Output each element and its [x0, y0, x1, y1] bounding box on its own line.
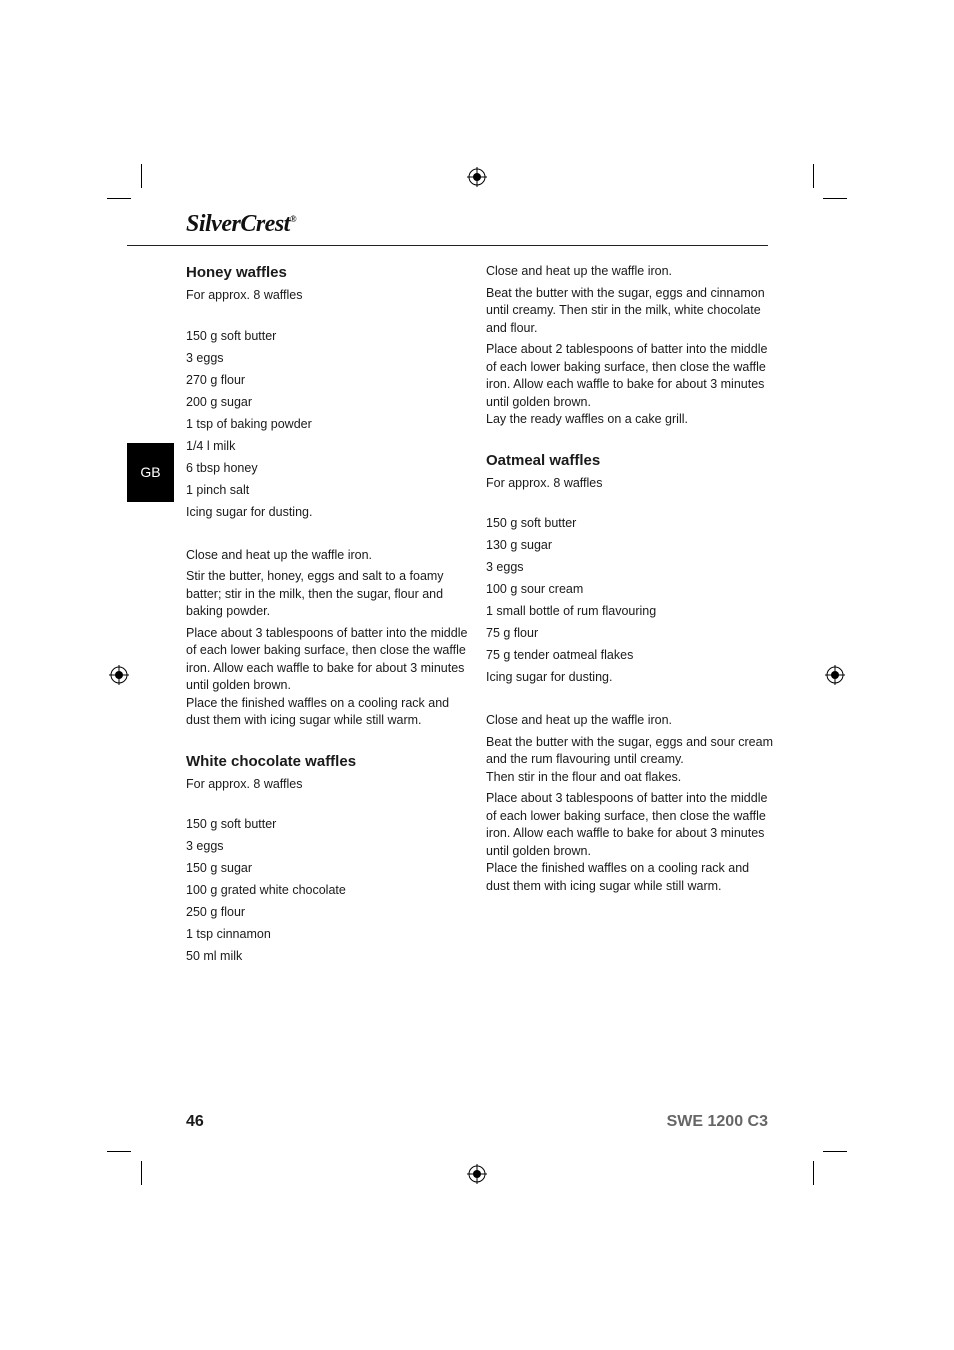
- ingredient-item: 50 ml milk: [186, 949, 243, 963]
- recipe-yield: For approx. 8 waffles: [486, 475, 603, 490]
- recipe-white-chocolate-waffles: [186, 752, 476, 968]
- ingredient-item: 200 g sugar: [186, 394, 253, 409]
- recipe-title: Oatmeal waffles: [486, 451, 601, 469]
- header-rule: [127, 245, 768, 246]
- ingredient-item: 150 g soft butter: [486, 516, 577, 530]
- crop-mark: [813, 1161, 814, 1185]
- page-number: 46: [186, 1113, 204, 1130]
- ingredient-item: 150 g soft butter: [186, 817, 277, 831]
- recipe-step: Then stir in the flour and oat flakes.: [486, 769, 682, 784]
- recipe-white-chocolate-steps: [486, 263, 776, 429]
- ingredient-item: 6 tbsp honey: [186, 460, 258, 475]
- crop-mark: [813, 164, 814, 188]
- recipe-title: White chocolate waffles: [186, 752, 357, 770]
- ingredient-item: 1 tsp of baking powder: [186, 416, 312, 431]
- ingredient-item: 3 eggs: [186, 350, 224, 365]
- ingredient-item: 250 g flour: [186, 905, 246, 919]
- recipe-yield: For approx. 8 waffles: [186, 288, 303, 302]
- ingredient-item: 100 g sour cream: [486, 582, 584, 596]
- right-column: [486, 263, 776, 895]
- recipe-step: Place the finished waffles on a cooling rack and dust them with icing sugar while still warm.: [186, 695, 450, 727]
- ingredient-item: 1 pinch salt: [186, 482, 250, 497]
- brand-logo: SilverCrest®: [186, 211, 297, 237]
- recipe-step: Close and heat up the waffle iron.: [486, 713, 673, 727]
- language-tab: GB: [127, 443, 174, 502]
- recipe-step: Close and heat up the waffle iron.: [486, 264, 673, 278]
- registration-mark-icon: [825, 665, 845, 685]
- crop-mark: [141, 1161, 142, 1185]
- ingredient-item: 150 g soft butter: [186, 328, 277, 343]
- recipe-step: Place about 2 tablespoons of batter into the middle of each lower baking surface, then close the waffle iron. Allow each waffle to bake for about 3 minutes until golden brown.: [486, 342, 768, 409]
- ingredient-item: Icing sugar for dusting.: [486, 670, 613, 684]
- ingredient-list: [486, 512, 776, 688]
- ingredient-list: [186, 325, 476, 523]
- recipe-oatmeal-waffles: [486, 451, 776, 896]
- recipe-step: Lay the ready waffles on a cake grill.: [486, 412, 688, 426]
- ingredient-list: [186, 813, 476, 967]
- crop-mark: [107, 1151, 131, 1152]
- ingredient-item: 1 small bottle of rum flavouring: [486, 604, 657, 618]
- ingredient-item: 150 g sugar: [186, 861, 253, 875]
- recipe-yield: For approx. 8 waffles: [186, 776, 303, 791]
- ingredient-item: 270 g flour: [186, 372, 246, 387]
- ingredient-item: 100 g grated white chocolate: [186, 883, 346, 897]
- ingredient-item: Icing sugar for dusting.: [186, 504, 313, 519]
- left-column: [186, 263, 476, 967]
- ingredient-item: 3 eggs: [186, 839, 224, 853]
- recipe-step: Beat the butter with the sugar, eggs and sour cream and the rum flavouring until creamy.: [486, 734, 773, 766]
- ingredient-item: 75 g flour: [486, 626, 539, 640]
- recipe-title: Honey waffles: [186, 264, 287, 281]
- crop-mark: [823, 198, 847, 199]
- ingredient-item: 1 tsp cinnamon: [186, 927, 271, 941]
- ingredient-item: 75 g tender oatmeal flakes: [486, 648, 634, 662]
- recipe-honey-waffles: [186, 263, 476, 730]
- registration-mark-icon: [109, 665, 129, 685]
- ingredient-item: 3 eggs: [486, 560, 524, 574]
- crop-mark: [141, 164, 142, 188]
- ingredient-item: 1/4 l milk: [186, 438, 236, 453]
- crop-mark: [823, 1151, 847, 1152]
- registration-mark-icon: [467, 1164, 487, 1184]
- recipe-step: Place about 3 tablespoons of batter into the middle of each lower baking surface, then close the waffle iron. Allow each waffle to bake for about 3 minutes until golden brown.: [186, 625, 468, 692]
- registration-mark-icon: [467, 167, 487, 187]
- recipe-step: Stir the butter, honey, eggs and salt to a foamy batter; stir in the milk, then the sugar, flour and baking powder.: [186, 569, 444, 618]
- recipe-step: Place the finished waffles on a cooling rack and dust them with icing sugar while still warm.: [486, 861, 750, 893]
- recipe-step: Beat the butter with the sugar, eggs and cinnamon until creamy. Then stir in the milk, white chocolate and flour.: [486, 285, 765, 335]
- recipe-step: Place about 3 tablespoons of batter into the middle of each lower baking surface, then close the waffle iron. Allow each waffle to bake for about 3 minutes until golden brown.: [486, 791, 768, 858]
- model-number: SWE 1200 C3: [666, 1113, 768, 1130]
- crop-mark: [107, 198, 131, 199]
- ingredient-item: 130 g sugar: [486, 538, 553, 552]
- recipe-step: Close and heat up the waffle iron.: [186, 547, 373, 562]
